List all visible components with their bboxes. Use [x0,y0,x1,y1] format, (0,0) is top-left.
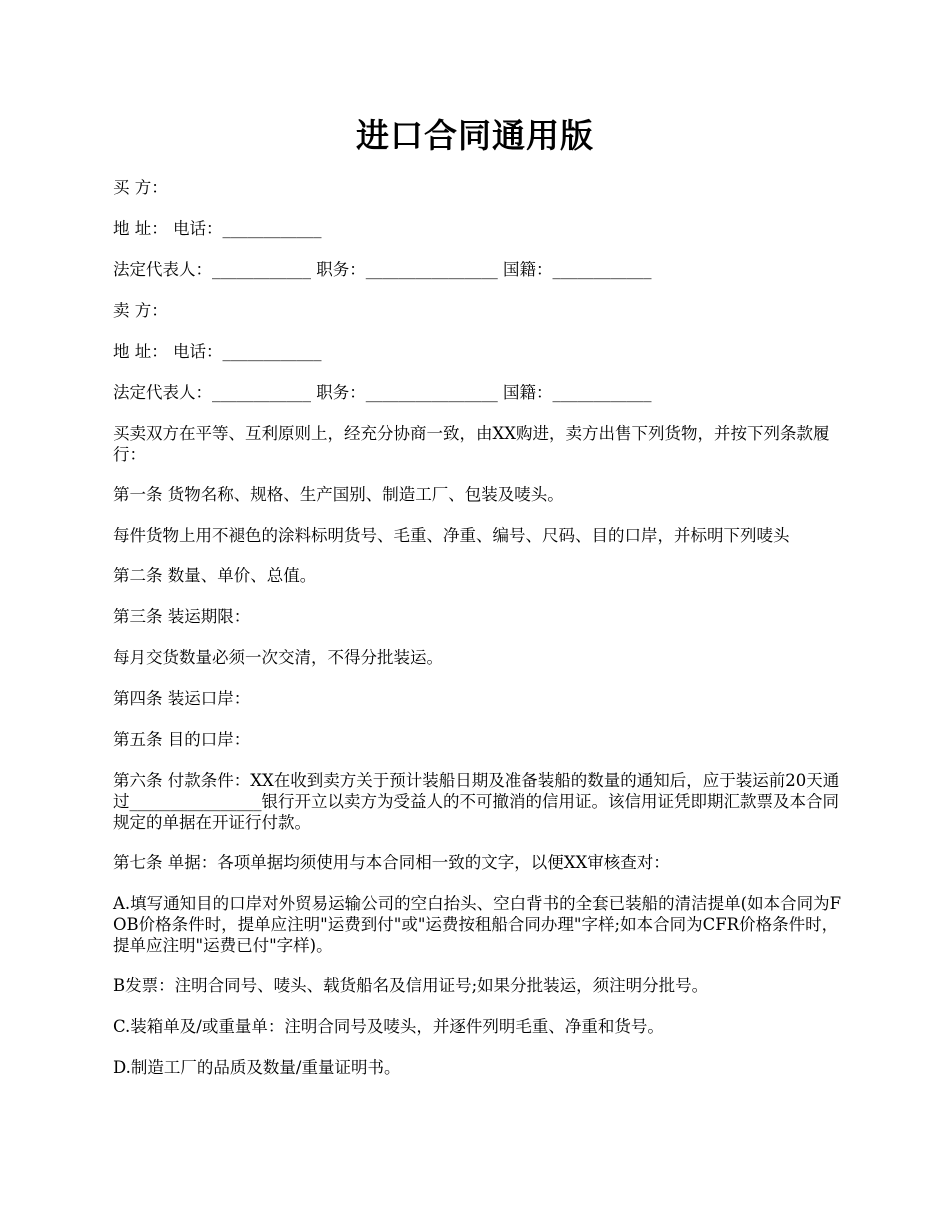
article-7-item-d: D.制造工厂的品质及数量/重量证明书。 [113,1058,401,1077]
article-6: 第六条 付款条件：XX在收到卖方关于预计装船日期及准备装船的数量的通知后，应于装运前20天通过________________银行开立以卖方为受益人的不可撤消的信用证。该信用证凭即期汇款票及本合同规定的单据在开证行付款。 [113,771,840,832]
article-7-item-c: C.装箱单及/或重量单：注明合同号及唛头，并逐件列明毛重、净重和货号。 [113,1017,664,1036]
article-3-detail: 每月交货数量必须一次交清，不得分批装运。 [113,648,443,667]
seller-address-phone: 地 址： 电话：____________ [113,342,322,361]
buyer-label: 买 方： [113,178,168,197]
article-2: 第二条 数量、单价、总值。 [113,566,317,585]
document-title: 进口合同通用版 [356,116,594,155]
article-7-item-b: B发票：注明合同号、唛头、载货船名及信用证号;如果分批装运，须注明分批号。 [113,976,709,995]
seller-label: 卖 方： [113,301,168,320]
article-7-item-a: A.填写通知目的口岸对外贸易运输公司的空白抬头、空白背书的全套已装船的清洁提单(如本合同为FOB价格条件时，提单应注明"运费到付"或"运费按租船合同办理"字样;如本合同为CFR价格条件时，提单应注明"运费已付"字样)。 [113,894,842,955]
article-1-marking: 每件货物上用不褪色的涂料标明货号、毛重、净重、编号、尺码、目的口岸，并标明下列唛头 [113,526,790,545]
article-4: 第四条 装运口岸： [113,689,251,708]
document-body [113,177,843,1098]
article-3: 第三条 装运期限： [113,607,251,626]
article-1: 第一条 货物名称、规格、生产国别、制造工厂、包装及唛头。 [113,485,564,504]
article-7: 第七条 单据：各项单据均须使用与本合同相一致的文字，以便XX审核查对： [113,853,670,872]
buyer-representative: 法定代表人：____________ 职务：________________ 国籍：____________ [113,260,652,279]
seller-representative: 法定代表人：____________ 职务：________________ 国籍：____________ [113,383,652,402]
article-5: 第五条 目的口岸： [113,730,251,749]
preamble-paragraph: 买卖双方在平等、互利原则上，经充分协商一致，由XX购进，卖方出售下列货物，并按下列条款履行： [113,424,830,464]
buyer-address-phone: 地 址： 电话：____________ [113,219,322,238]
